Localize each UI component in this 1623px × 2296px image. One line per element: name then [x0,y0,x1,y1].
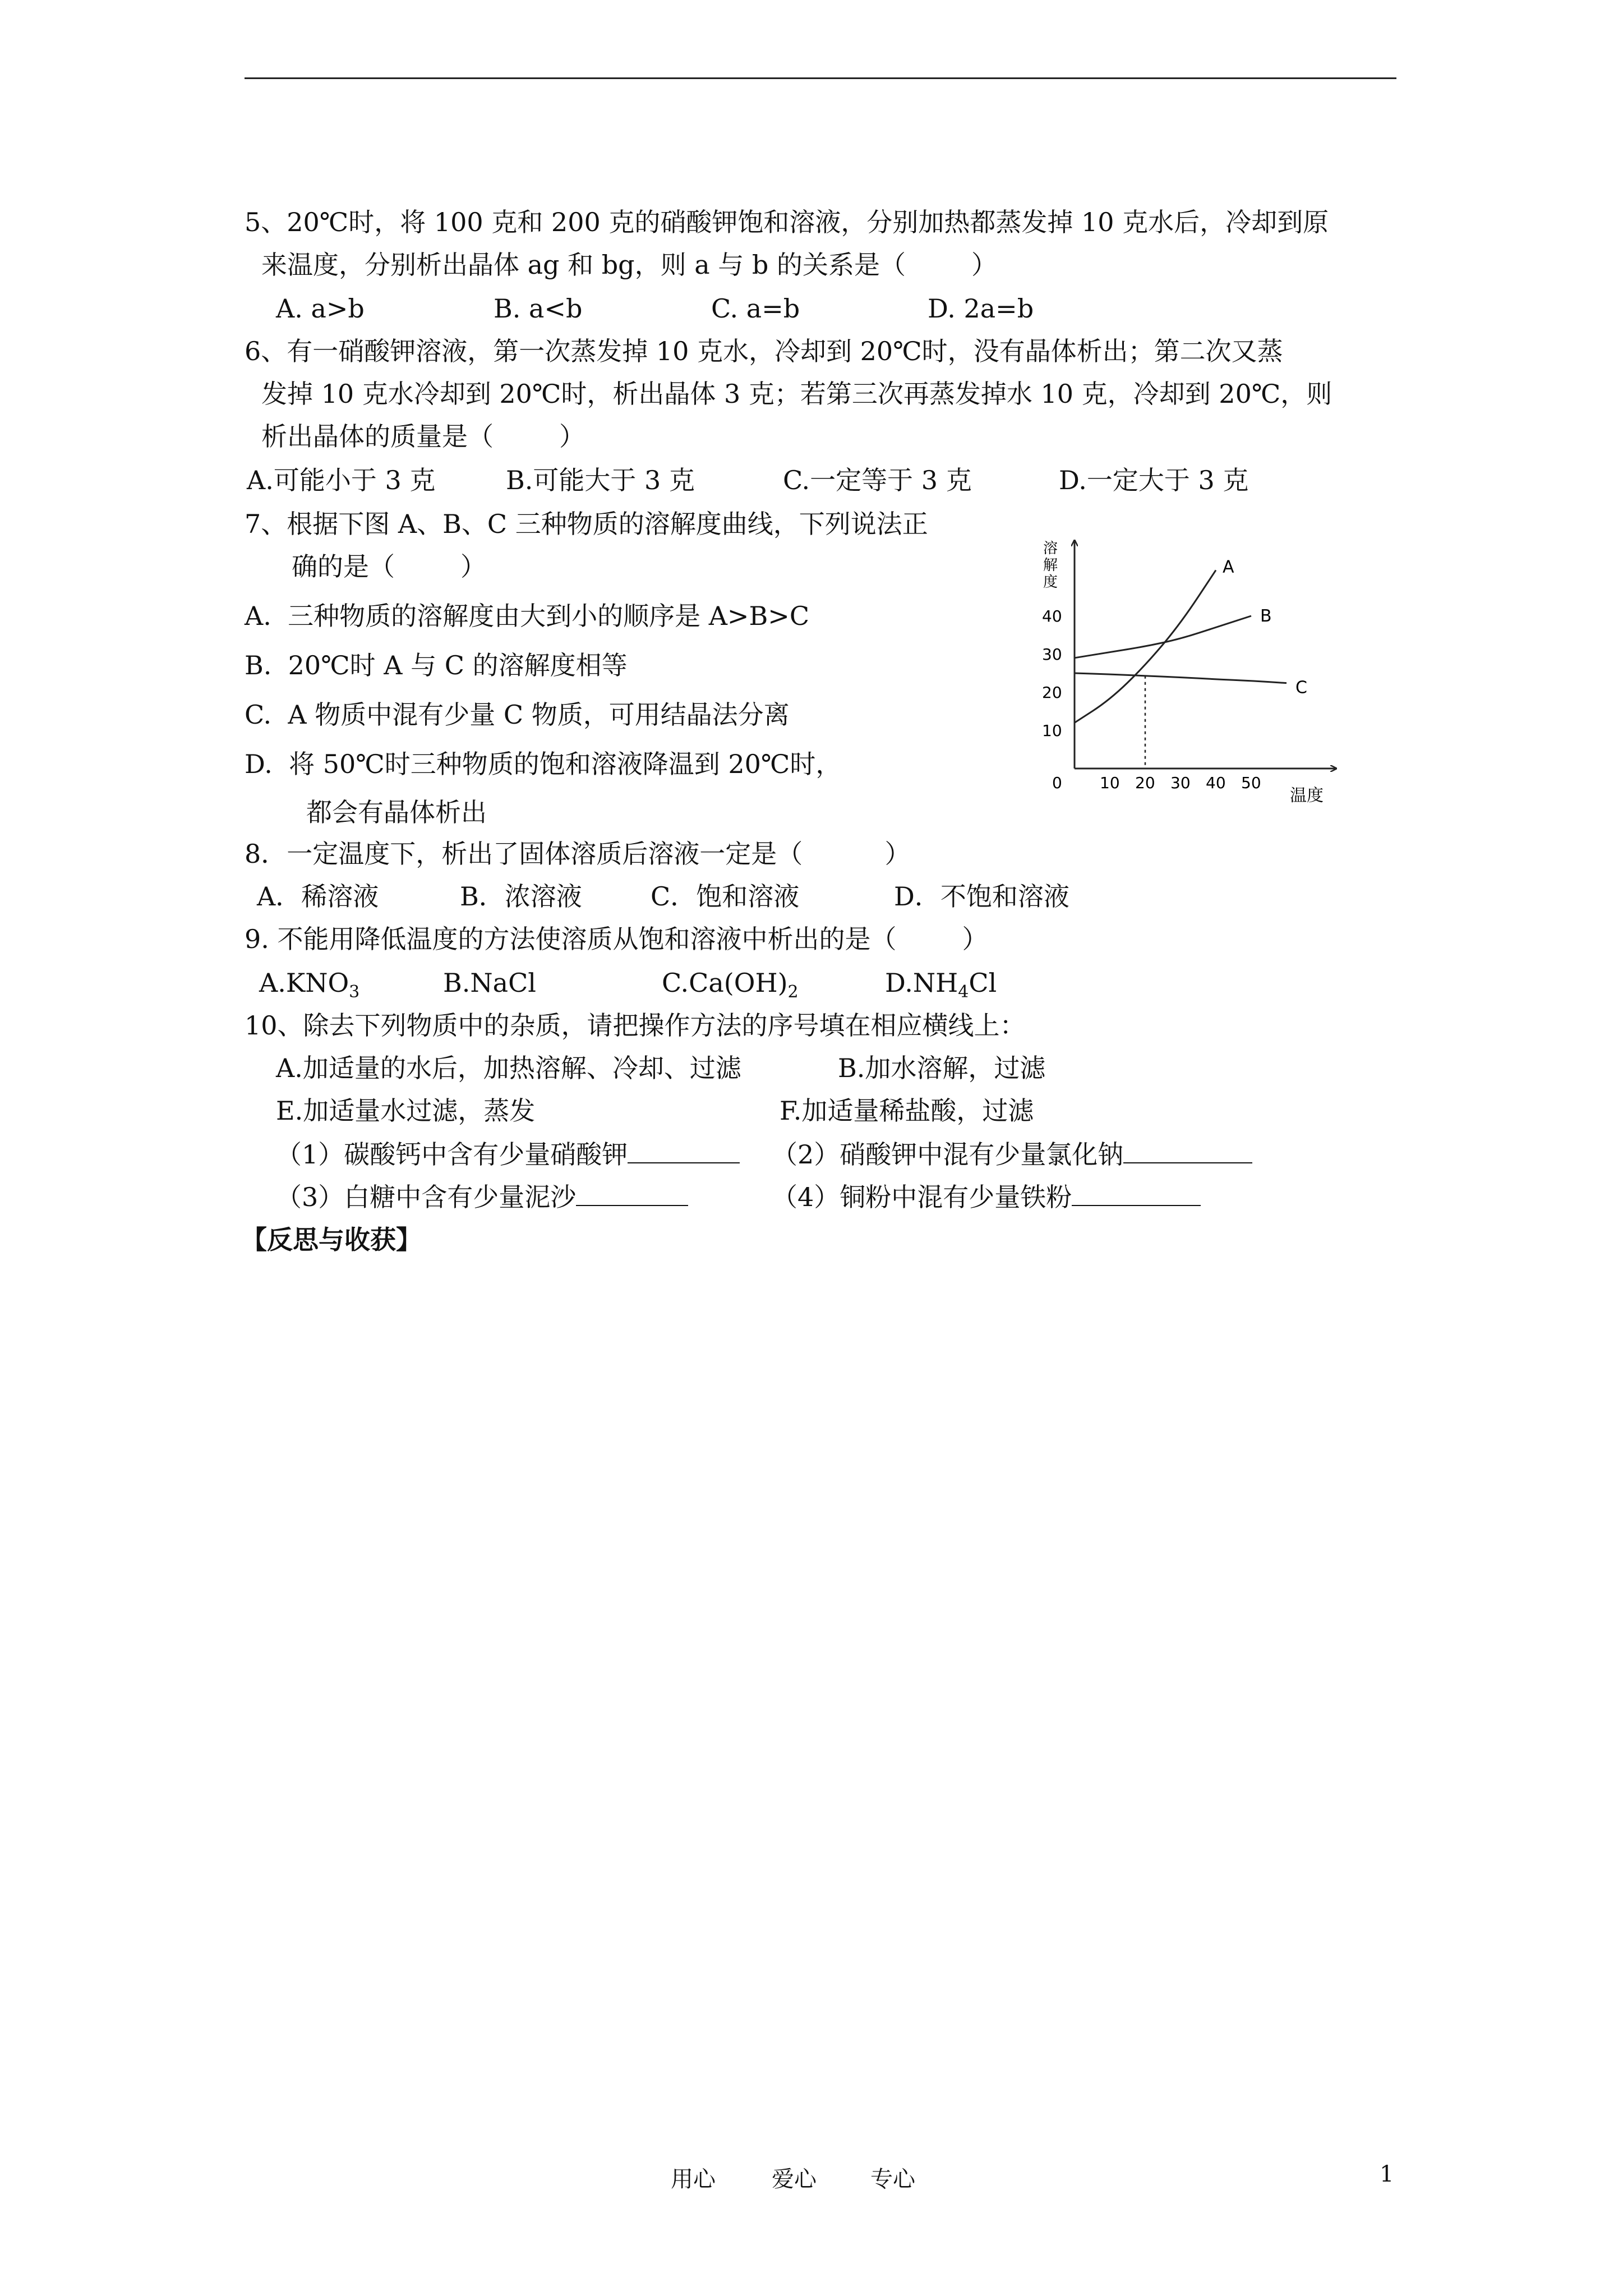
q6-line1: 6、有一硝酸钾溶液，第一次蒸发掉 10 克水，冷却到 20℃时，没有晶体析出；第二次又蒸 [245,336,1283,366]
series-label-C: C [1295,678,1307,698]
y-axis-label [1043,540,1058,591]
q7-option-d-line2: 都会有晶体析出 [306,797,487,827]
x-axis-label: 温度 [1290,786,1324,806]
q6-option-a: A.可能小于 3 克 [247,465,436,495]
x-tick-label: 20 [1135,774,1155,792]
q10-item-2: （2）硝酸钾中混有少量氯化钠 [772,1139,1252,1170]
y-tick-label: 30 [1042,645,1062,664]
q10-option-e: E.加适量水过滤，蒸发 [276,1096,536,1126]
q9-line1: 9. 不能用降低温度的方法使溶质从饱和溶液中析出的是（ ） [245,924,988,954]
q5-option-d: D. 2a=b [928,293,1034,324]
q10-item-2-blank[interactable] [1123,1140,1252,1163]
q5-line2: 来温度，分别析出晶体 ag 和 bg，则 a 与 b 的关系是（ ） [261,250,997,280]
series-line-C [1075,673,1287,683]
header-rule [245,77,1396,79]
solubility-chart [1026,533,1340,808]
page-number: 1 [1380,2161,1394,2187]
q8-option-c: C．饱和溶液 [651,881,800,912]
series-line-B [1075,616,1251,658]
q5-option-b: B. a<b [494,293,583,324]
q6-line2: 发掉 10 克水冷却到 20℃时，析出晶体 3 克；若第三次再蒸发掉水 10 克，冷却到 20℃，则 [261,379,1332,409]
q10-option-b: B.加水溶解，过滤 [838,1053,1046,1083]
y-axis-label-char: 解 [1043,557,1058,574]
q7-option-d-line1: D. 将 50℃时三种物质的饱和溶液降温到 20℃时， [245,749,842,779]
q9-option-a: $A.KNO_3$ [259,968,360,1002]
q6-option-d: D.一定大于 3 克 [1059,465,1249,495]
reflection-heading: 【反思与收获】 [241,1225,422,1255]
q6-option-b: B.可能大于 3 克 [506,465,695,495]
q10-item-3-blank[interactable] [576,1182,688,1206]
footer-motto-1: 用心 [671,2166,716,2192]
q10-item-4-blank[interactable] [1072,1182,1201,1206]
q6-line3: 析出晶体的质量是（ ） [261,421,585,452]
q8-option-d: D．不饱和溶液 [894,881,1069,912]
q5-option-c: C. a=b [711,293,800,324]
x-tick-label: 30 [1170,774,1191,792]
q5-option-a: A. a>b [276,293,365,324]
q5-line1: 5、20℃时，将 100 克和 200 克的硝酸钾饱和溶液，分别加热都蒸发掉 10 克水后，冷却到原 [245,207,1329,237]
series-label-B: B [1260,606,1272,626]
x-tick-label: 50 [1241,774,1261,792]
x-tick-label: 40 [1206,774,1226,792]
q8-line1: 8．一定温度下，析出了固体溶质后溶液一定是（ ） [245,839,911,869]
footer-motto-2: 爱心 [772,2166,817,2192]
y-tick-label: 20 [1042,683,1062,702]
y-tick-label: 40 [1042,607,1062,625]
q10-item-1-blank[interactable] [628,1140,740,1163]
q10-item-3: （3）白糖中含有少量泥沙 [276,1181,688,1213]
q6-option-c: C.一定等于 3 克 [783,465,972,495]
q10-item-1: （1）碳酸钙中含有少量硝酸钾 [276,1139,740,1170]
q10-item-4: （4）铜粉中混有少量铁粉 [772,1181,1201,1213]
q9-option-d: $D.NH_4Cl$ [885,968,997,1002]
q8-option-a: A．稀溶液 [257,881,379,912]
x-tick-label: 0 [1052,774,1062,792]
q8-option-b: B．浓溶液 [460,881,582,912]
q7-option-a: A. 三种物质的溶解度由大到小的顺序是 A>B>C [245,601,810,631]
series-label-A: A [1223,557,1234,577]
y-axis-label-char: 度 [1043,574,1058,591]
footer-motto-3: 专心 [870,2166,915,2192]
q7-line2: 确的是（ ） [292,551,486,582]
y-axis-label-char: 溶 [1043,540,1058,557]
q7-line1: 7、根据下图 A、B、C 三种物质的溶解度曲线，下列说法正 [245,509,928,539]
q10-option-f: F.加适量稀盐酸，过滤 [780,1096,1034,1126]
q10-line1: 10、除去下列物质中的杂质，请把操作方法的序号填在相应横线上： [245,1010,1026,1041]
x-tick-label: 10 [1100,774,1120,792]
y-tick-label: 10 [1042,721,1062,740]
q10-option-a: A.加适量的水后，加热溶解、冷却、过滤 [276,1053,741,1083]
q9-option-b: B.NaCl [443,968,537,998]
q7-option-b: B. 20℃时 A 与 C 的溶解度相等 [245,650,628,680]
q9-option-c: $C.Ca(OH)_2$ [662,968,799,1002]
q7-option-c: C. A 物质中混有少量 C 物质，可用结晶法分离 [245,700,790,730]
